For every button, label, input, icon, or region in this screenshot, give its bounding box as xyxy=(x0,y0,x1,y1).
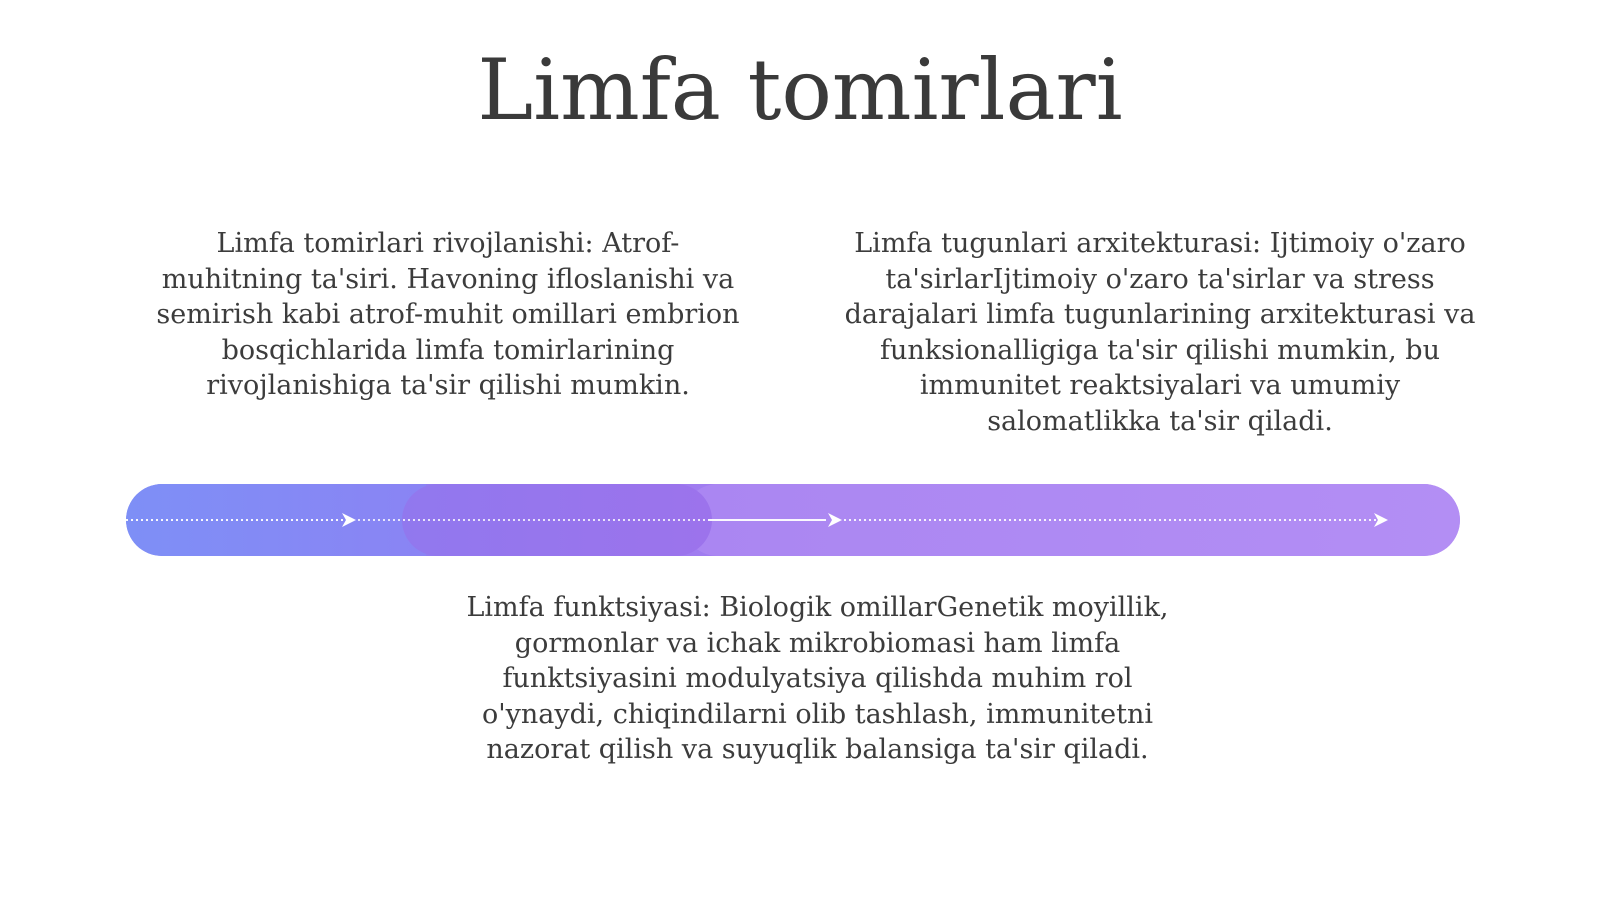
timeline-arrows xyxy=(126,484,1460,556)
slide-title: Limfa tomirlari xyxy=(477,41,1123,139)
text-block-development: Limfa tomirlari rivojlanishi: Atrof-muhitning ta'siri. Havoning ifloslanishi va semirish kabi atrof-muhit omillari embrion bosqichlarida limfa tomirlarining rivojlanishiga ta'sir qilishi mumkin. xyxy=(156,228,740,401)
text-block-architecture: Limfa tugunlari arxitekturasi: Ijtimoiy o'zaro ta'sirlarIjtimoiy o'zaro ta'sirlar va stress darajalari limfa tugunlarining arxitekturasi va funksionalligiga ta'sir qilishi mumkin, bu immunitet reaktsiyalari va umumiy salomatlikka ta'sir qiladi. xyxy=(844,228,1476,437)
arrow-right-icon xyxy=(828,513,842,527)
arrow-right-icon xyxy=(342,513,356,527)
text-block-function: Limfa funktsiyasi: Biologik omillarGenetik moyillik, gormonlar va ichak mikrobiomasi ham limfa funktsiyasini modulyatsiya qilishda muhim rol o'ynaydi, chiqindilarni olib tashlash, immunitetni nazorat qilish va suyuqlik balansiga ta'sir qiladi. xyxy=(466,592,1169,765)
timeline-bar xyxy=(126,484,1460,556)
arrow-right-icon xyxy=(1374,513,1388,527)
